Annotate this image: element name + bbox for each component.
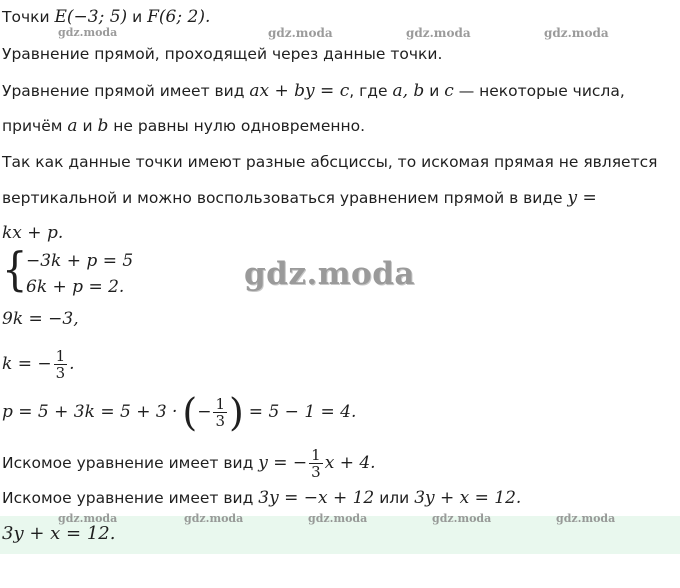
text: причём: [2, 117, 63, 135]
watermark: gdz.moda: [406, 26, 471, 40]
text: или: [379, 489, 410, 507]
text: вертикальной и можно воспользоваться уравнением прямой в виде: [2, 189, 563, 207]
math-p-result: = 5 − 1 = 4.: [248, 402, 357, 422]
text: Уравнение прямой, проходящей через данные точки.: [2, 45, 443, 63]
watermark: gdz.moda: [544, 26, 609, 40]
system-brace: {: [2, 243, 28, 297]
solve-line-1: [2, 308, 79, 330]
text: Уравнение прямой имеет вид: [2, 82, 245, 100]
numerator: 1: [215, 395, 226, 413]
math-3y-plus-x: 3y + x = 12.: [414, 488, 522, 508]
watermark: gdz.moda: [308, 512, 368, 525]
math-b: b: [97, 116, 109, 136]
text: , где: [349, 82, 388, 100]
solve-k-line: [2, 344, 75, 384]
math-point-e: E(−3; 5): [54, 7, 128, 27]
math-y: y =: [567, 188, 597, 208]
denominator: 3: [55, 364, 66, 382]
numerator: 1: [311, 446, 321, 464]
text: и: [132, 8, 143, 26]
equation-form-line: [2, 80, 625, 102]
watermark: gdz.moda: [556, 512, 616, 525]
condition-line: [2, 115, 365, 137]
numerator: 1: [55, 347, 66, 365]
math-9k: 9k = −3,: [2, 309, 79, 329]
math-point-f: F(6; 2).: [147, 7, 211, 27]
math-minus: −: [197, 402, 212, 422]
watermark-large: gdz.moda: [244, 256, 415, 292]
result-line-1: [2, 443, 376, 483]
math-answer: 3y + x = 12.: [2, 523, 116, 544]
text: — некоторые числа,: [458, 82, 625, 100]
reasoning-line-2: [2, 187, 597, 209]
fraction: [213, 396, 227, 429]
math-x-plus-4: x + 4.: [324, 453, 376, 473]
math-kx-p: kx + p.: [2, 223, 64, 243]
text: и: [82, 117, 93, 135]
math-y-eq: y = −: [258, 453, 308, 473]
math-k: k = −: [2, 354, 52, 374]
text: Искомое уравнение имеет вид: [2, 454, 254, 472]
answer-line: [2, 523, 115, 545]
solve-p-line: [2, 390, 356, 435]
slope-form-line: [2, 222, 63, 244]
paren-left: (: [182, 390, 198, 435]
fraction: [54, 348, 68, 381]
text: не равны нулю одновременно.: [113, 117, 366, 135]
system-eq-1: [26, 250, 133, 272]
math-system-1: −3k + p = 5: [26, 251, 134, 271]
text: .: [69, 354, 75, 374]
fraction: [309, 447, 323, 480]
task-line: [2, 43, 442, 65]
text: и: [429, 82, 440, 100]
watermark: gdz.moda: [58, 26, 118, 39]
text: Искомое уравнение имеет вид: [2, 489, 254, 507]
reasoning-line: [2, 151, 657, 173]
math-c: c: [444, 81, 454, 101]
math-general-equation: ax + by = c: [249, 81, 350, 101]
system-eq-2: [26, 276, 124, 298]
denominator: 3: [311, 463, 321, 481]
math-system-2: 6k + p = 2.: [26, 277, 125, 297]
watermark: gdz.moda: [432, 512, 492, 525]
math-ab: a, b: [392, 81, 425, 101]
result-line-2: [2, 487, 521, 509]
watermark: gdz.moda: [268, 26, 333, 40]
math-p: p = 5 + 3k = 5 + 3 ·: [2, 402, 178, 422]
watermark: gdz.moda: [184, 512, 244, 525]
paren-right: ): [229, 390, 244, 435]
math-a: a: [67, 116, 78, 136]
watermark: gdz.moda: [58, 512, 118, 525]
points-line: [2, 6, 210, 28]
math-3y-eq: 3y = −x + 12: [258, 488, 375, 508]
denominator: 3: [215, 412, 226, 430]
text: Так как данные точки имеют разные абсциссы, то искомая прямая не является: [2, 153, 658, 171]
text: Точки: [2, 8, 50, 26]
